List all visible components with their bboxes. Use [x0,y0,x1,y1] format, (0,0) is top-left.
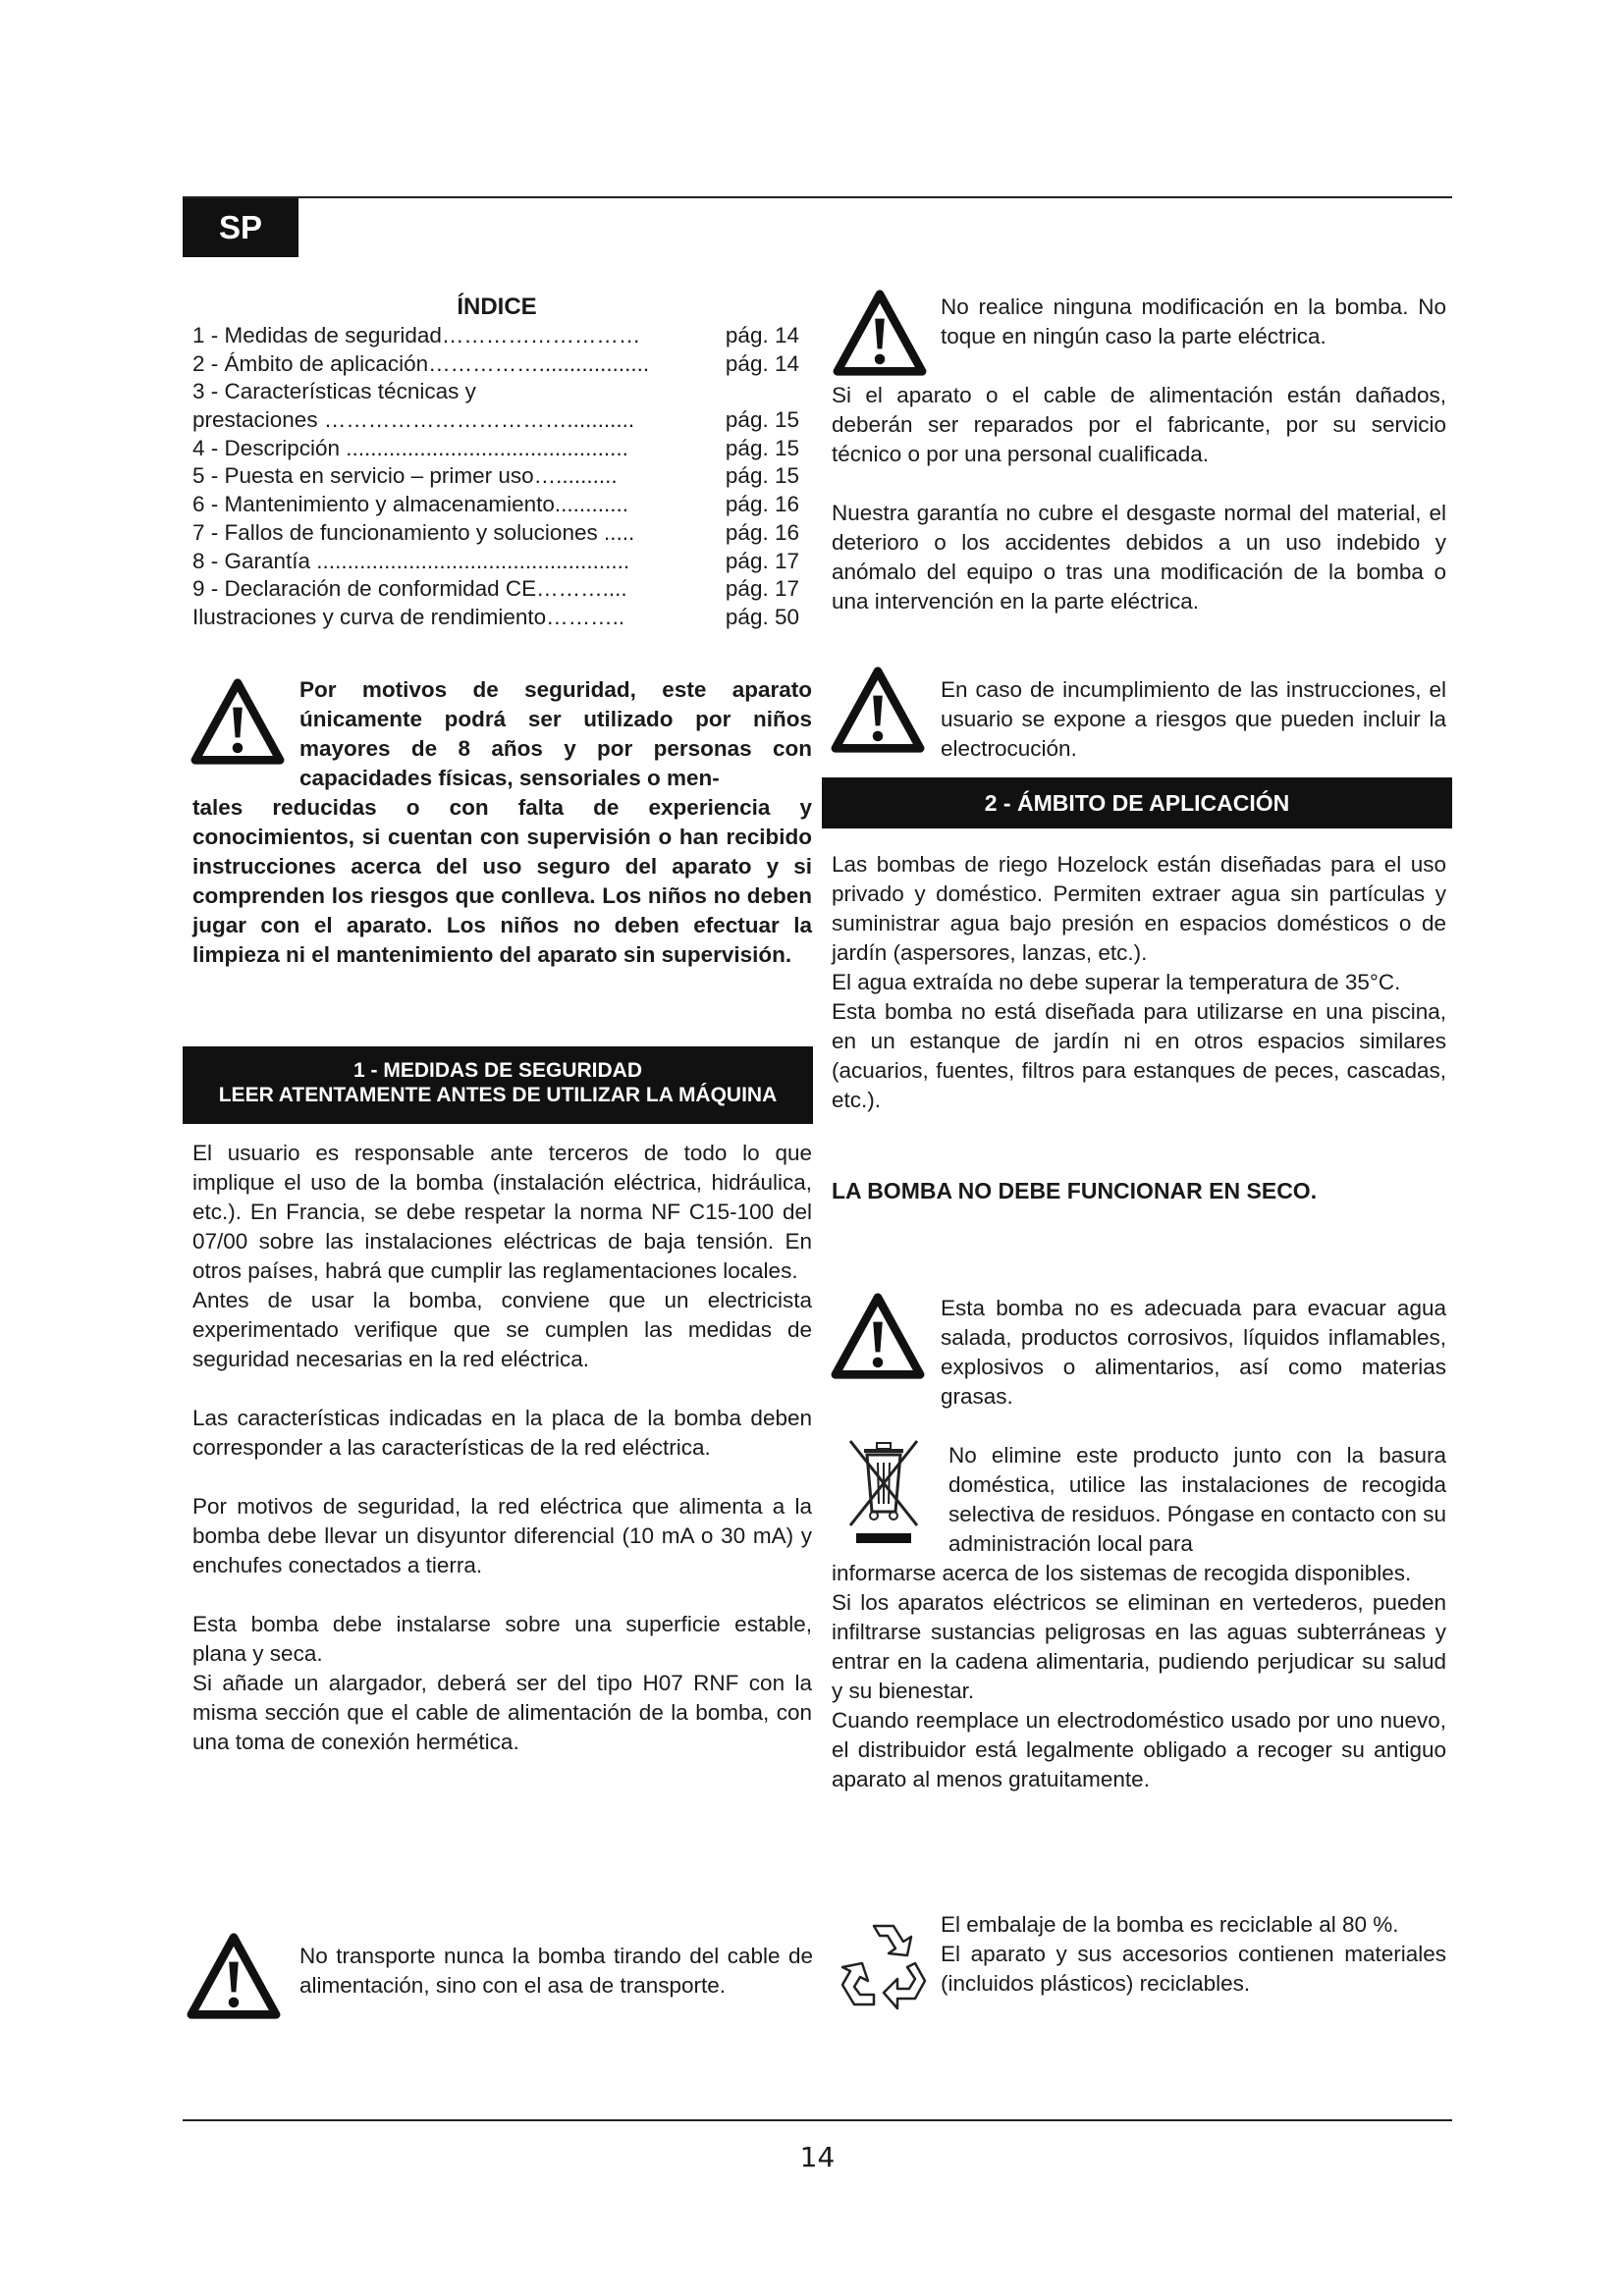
paragraph: Si el aparato o el cable de alimentación están dañados, deberán ser reparados por el fabricante, por su servicio técnico o por una personal cualificada. [832,383,1446,466]
index-entry-title: 8 - Garantía ................................................... [192,548,630,573]
index-entry-page: pág. 14 [725,323,799,347]
index-entry-title: Ilustraciones y curva de rendimiento……….. [192,604,625,629]
recycle-icon [837,1920,931,2010]
paragraph: Las características indicadas en la placa de la bomba deben corresponder a las características de la red eléctrica. [192,1406,812,1460]
paragraph: Cuando reemplace un electrodoméstico usado por uno nuevo, el distribuidor está legalmente obligado a recoger su antiguo aparato al menos gratuitamente. [832,1708,1446,1791]
paragraph: Esta bomba debe instalarse sobre una superficie estable, plana y seca. [192,1612,812,1666]
section-1-body [192,1139,812,1757]
index-entry-page: pág. 17 [725,548,799,573]
index-entry-page: pág. 14 [725,350,799,376]
index-entry [192,491,799,519]
section-1-header [183,1046,813,1124]
paragraph: Si los aparatos eléctricos se eliminan en vertederos, pueden infiltrarse sustancias peligrosas en las aguas subterráneas y entrar en la cadena alimentaria, pudiendo perjudicar su salud y su bienestar. [832,1590,1446,1703]
weee-body [832,1559,1446,1794]
header-rule [183,196,1452,198]
language-tab: SP [183,198,298,257]
index-entry-page [787,378,799,406]
index-entry [192,378,799,406]
recycle-text [941,1910,1446,1999]
index-entry [192,604,799,632]
section-2-header: 2 - ÁMBITO DE APLICACIÓN [822,777,1452,828]
paragraph: Nuestra garantía no cubre el desgaste normal del material, el deterioro o los accidentes debidos a un uso indebido y anómalo del equipo o tras una modificación de la bomba o una intervención en la parte eléctrica. [832,501,1446,614]
index-entry [192,462,799,491]
children-warning-text: tales reducidas o con falta de experiencia y conocimientos, si cuentan con supervisión o han recibido instrucciones acerca del uso seguro del aparato y si comprenden los riesgos que conlleva. Los niños no deben jugar con el aparato. Los niños no deben efectuar la limpieza ni el mantenimiento del aparato sin supervisión. [192,795,812,967]
index-entry [192,575,799,604]
index-entry-page: pág. 15 [725,435,799,460]
warning-triangle-icon [831,666,925,756]
paragraph: Esta bomba no está diseñada para utilizarse en una piscina, en un estanque de jardín ni en otros espacios similares (acuarios, fuentes, filtros para estanques de peces, cascadas, etc.). [832,999,1446,1112]
index-entry-page: pág. 15 [725,463,799,489]
right-body-1 [832,381,1446,616]
index-entry-page: pág. 15 [725,407,799,433]
index-entry-page: pág. 50 [725,604,799,629]
index-entry-title: 4 - Descripción .............................................. [192,435,628,460]
paragraph: Por motivos de seguridad, la red eléctrica que alimenta a la bomba debe llevar un disyuntor diferencial (10 mA o 30 mA) y enchufes conectados a tierra. [192,1494,812,1577]
index-entry-title: 7 - Fallos de funcionamiento y soluciones ..... [192,519,635,545]
paragraph: Antes de usar la bomba, conviene que un electricista experimentado verifique que se cumplen las medidas de seguridad necesarias en la red eléctrica. [192,1288,812,1371]
index-entry [192,435,799,463]
warning-triangle-icon [833,289,927,379]
index-entry-page: pág. 16 [725,492,799,517]
index-entry [192,350,799,379]
page-number: 14 [799,2141,836,2173]
crossed-out-bin-icon [842,1435,925,1545]
index-entry [192,322,799,350]
weee-text-indented: No elimine este producto junto con la basura doméstica, utilice las instalaciones de recogida selectiva de residuos. Póngase en contacto con su administración local para [948,1443,1446,1556]
index-entry-title: 3 - Características técnicas y [192,379,476,404]
index-title: ÍNDICE [457,294,537,320]
index-entry [192,548,799,576]
paragraph: Si añade un alargador, deberá ser del tipo H07 RNF con la misma sección que el cable de alimentación de la bomba, con una toma de conexión hermética. [192,1671,812,1754]
salt-warning-text: Esta bomba no es adecuada para evacuar agua salada, productos corrosivos, líquidos inflamables, explosivos o alimentarios, así como materias grasas. [941,1296,1446,1409]
index-list [192,322,799,632]
index-entry [192,406,799,435]
index-entry-title: 2 - Ámbito de aplicación…………….................. [192,350,650,376]
index-entry-page: pág. 17 [725,576,799,602]
warning-triangle-icon [831,1292,925,1382]
index-entry-title: prestaciones ……………………………........... [192,407,635,433]
index-entry-title: 1 - Medidas de seguridad……………………… [192,323,641,347]
transport-warning-text: No transporte nunca la bomba tirando del cable de alimentación, sino con el asa de transporte. [299,1944,813,1998]
section-1-subtitle: LEER ATENTAMENTE ANTES DE UTILIZAR LA MÁQUINA [218,1084,778,1106]
paragraph: Las bombas de riego Hozelock están diseñadas para el uso privado y doméstico. Permiten extraer agua sin partículas y suministrar agua bajo presión en espacios domésticos o de jardín (aspersores, lanzas, etc.). [832,852,1446,965]
electrocution-warning-text: En caso de incumplimiento de las instrucciones, el usuario se expone a riesgos que pueden incluir la electrocución. [941,677,1446,761]
paragraph: El embalaje de la bomba es reciclable al 80 %. [941,1912,1399,1937]
warning-triangle-icon [190,677,285,768]
index-entry-title: 6 - Mantenimiento y almacenamiento............ [192,492,628,517]
section-2-body [832,850,1446,1115]
warning-triangle-icon [187,1932,281,2022]
index-entry-title: 5 - Puesta en servicio – primer uso….......... [192,463,618,489]
paragraph: El agua extraída no debe superar la temperatura de 35°C. [832,970,1401,994]
index-entry [192,519,799,548]
dry-run-warning: LA BOMBA NO DEBE FUNCIONAR EN SECO. [832,1178,1318,1203]
index-entry-page: pág. 16 [725,519,799,545]
paragraph: El usuario es responsable ante terceros de todo lo que implique el uso de la bomba (instalación eléctrica, hidráulica, etc.). En Francia, se debe respetar la norma NF C15-100 del 07/00 sobre las instalaciones eléctricas de baja tensión. En otros países, habrá que cumplir las reglamentaciones locales. [192,1141,812,1283]
footer-rule [183,2119,1452,2121]
children-warning-indented: Por motivos de seguridad, este aparato únicamente podrá ser utilizado por niños mayores de 8 años y por personas con capacidades físicas, sensoriales o men- [299,677,812,790]
index-entry-title: 9 - Declaración de conformidad CE……….... [192,576,627,602]
modification-warning-text: No realice ninguna modificación en la bomba. No toque en ningún caso la parte eléctrica. [941,294,1446,348]
paragraph: informarse acerca de los sistemas de recogida disponibles. [832,1561,1412,1585]
section-1-title: 1 - MEDIDAS DE SEGURIDAD [352,1059,643,1082]
paragraph: El aparato y sus accesorios contienen materiales (incluidos plásticos) reciclables. [941,1942,1446,1996]
